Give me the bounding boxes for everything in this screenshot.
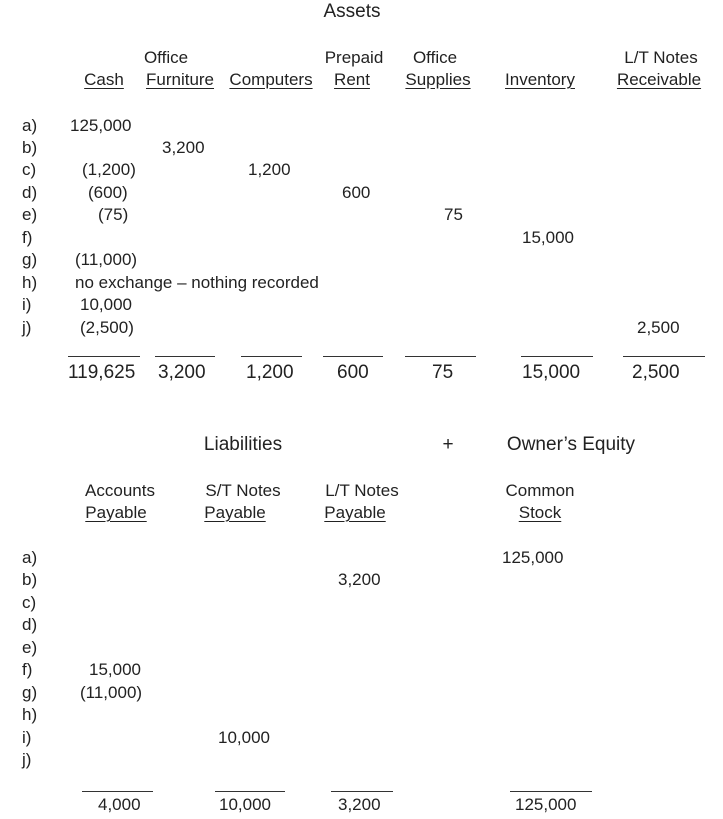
header-office-supplies-line2: Supplies	[405, 70, 471, 89]
total-rule-inventory	[521, 356, 593, 357]
le-total-rule-st-notes	[215, 791, 285, 792]
row-label-g: g)	[22, 250, 38, 269]
row-label-j: j)	[22, 318, 32, 337]
header-lt-notes-receivable-line1: L/T Notes	[624, 48, 698, 67]
row-label-i: i)	[22, 295, 32, 314]
header-computers: Computers	[229, 70, 313, 89]
total-rule-supplies	[405, 356, 476, 357]
entry-d-cash: (600)	[88, 183, 128, 202]
header-st-notes-payable-line2: Payable	[204, 503, 266, 522]
total-rule-rent	[323, 356, 383, 357]
header-lt-notes-receivable-line2: Receivable	[616, 70, 702, 89]
total-cash: 119,625	[68, 362, 136, 383]
total-rule-receivable	[623, 356, 705, 357]
le-total-rule-accounts	[82, 791, 153, 792]
entry-e-supplies: 75	[444, 205, 463, 224]
total-rule-cash	[68, 356, 140, 357]
row-label-h: h)	[22, 273, 38, 292]
le-entry-f-accounts: 15,000	[89, 660, 141, 679]
le-entry-b-lt-notes: 3,200	[338, 570, 381, 589]
le-total-rule-lt-notes	[331, 791, 393, 792]
total-computers: 1,200	[246, 362, 294, 383]
entry-g-cash: (11,000)	[75, 250, 138, 269]
total-rule-computers	[241, 356, 302, 357]
le-row-label-i: i)	[22, 728, 32, 747]
le-total-lt-notes: 3,200	[338, 795, 381, 814]
header-inventory: Inventory	[505, 70, 575, 89]
header-office-supplies-line1: Office	[412, 48, 458, 67]
row-label-a: a)	[22, 116, 38, 135]
header-common-stock-line2: Stock	[518, 503, 562, 522]
entry-f-inventory: 15,000	[522, 228, 574, 247]
header-office-furniture-line2: Furniture	[145, 70, 215, 89]
entry-a-cash: 125,000	[70, 116, 132, 135]
le-entry-g-accounts: (11,000)	[80, 683, 143, 702]
entry-h-note: no exchange – nothing recorded	[75, 273, 319, 292]
entry-j-receivable: 2,500	[637, 318, 680, 337]
entry-b-furniture: 3,200	[162, 138, 205, 157]
row-label-d: d)	[22, 183, 38, 202]
le-row-label-e: e)	[22, 638, 38, 657]
le-entry-a-stock: 125,000	[502, 548, 564, 567]
entry-e-cash: (75)	[98, 205, 129, 224]
owners-equity-title: Owner’s Equity	[506, 434, 636, 455]
entry-i-cash: 10,000	[80, 295, 132, 314]
le-row-label-c: c)	[22, 593, 37, 612]
header-cash: Cash	[84, 70, 124, 89]
liabilities-title: Liabilities	[203, 434, 283, 455]
header-st-notes-payable-line1: S/T Notes	[205, 481, 281, 500]
header-lt-notes-payable-line2: Payable	[324, 503, 386, 522]
le-row-label-a: a)	[22, 548, 38, 567]
entry-d-rent: 600	[342, 183, 371, 202]
header-office-furniture-line1: Office	[143, 48, 189, 67]
header-accounts-payable-line2: Payable	[85, 503, 147, 522]
total-rent: 600	[337, 362, 369, 383]
total-inventory: 15,000	[522, 362, 581, 383]
row-label-f: f)	[22, 228, 33, 247]
total-supplies: 75	[432, 362, 454, 383]
assets-title: Assets	[323, 1, 381, 22]
le-row-label-h: h)	[22, 705, 38, 724]
le-total-rule-stock	[510, 791, 592, 792]
total-rule-furniture	[155, 356, 215, 357]
row-label-e: e)	[22, 205, 38, 224]
le-row-label-b: b)	[22, 570, 38, 589]
le-row-label-d: d)	[22, 615, 38, 634]
le-entry-i-st-notes: 10,000	[218, 728, 270, 747]
le-total-accounts: 4,000	[98, 795, 141, 814]
le-row-label-g: g)	[22, 683, 38, 702]
entry-j-cash: (2,500)	[80, 318, 134, 337]
header-prepaid-rent-line1: Prepaid	[324, 48, 384, 67]
le-total-st-notes: 10,000	[219, 795, 271, 814]
entry-c-computers: 1,200	[248, 160, 291, 179]
le-row-label-f: f)	[22, 660, 33, 679]
header-common-stock-line1: Common	[505, 481, 575, 500]
entry-c-cash: (1,200)	[82, 160, 136, 179]
plus-sign: +	[442, 434, 454, 455]
row-label-c: c)	[22, 160, 37, 179]
header-lt-notes-payable-line1: L/T Notes	[325, 481, 399, 500]
header-prepaid-rent-line2: Rent	[334, 70, 370, 89]
row-label-b: b)	[22, 138, 38, 157]
le-total-stock: 125,000	[515, 795, 577, 814]
le-row-label-j: j)	[22, 750, 32, 769]
total-receivable: 2,500	[632, 362, 680, 383]
total-furniture: 3,200	[158, 362, 206, 383]
header-accounts-payable-line1: Accounts	[85, 481, 155, 500]
